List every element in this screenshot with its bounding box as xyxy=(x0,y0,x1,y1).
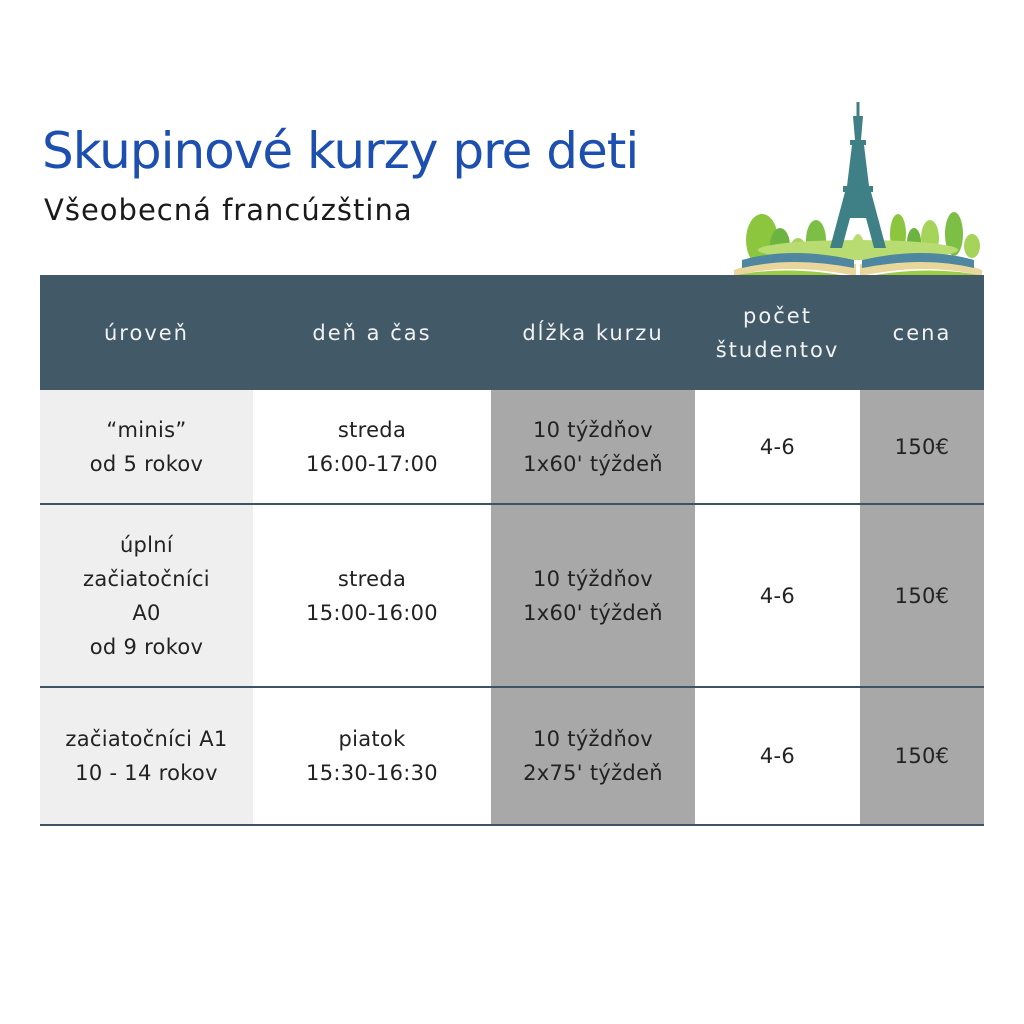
cell-level: “minis” od 5 rokov xyxy=(40,390,253,503)
cell-students: 4-6 xyxy=(695,390,860,503)
cell-price: 150€ xyxy=(860,688,984,824)
cell-level: začiatočníci A1 10 - 14 rokov xyxy=(40,688,253,824)
cell-day-time: streda 16:00-17:00 xyxy=(253,390,491,503)
course-table xyxy=(40,275,984,826)
page-title: Skupinové kurzy pre deti xyxy=(42,122,639,180)
cell-day-time: streda 15:00-16:00 xyxy=(253,505,491,686)
table-header-row xyxy=(40,275,984,390)
header-day-time: deň a čas xyxy=(312,320,432,345)
cell-price: 150€ xyxy=(860,505,984,686)
cell-duration: 10 týždňov 2x75' týždeň xyxy=(491,688,695,824)
table-row xyxy=(40,390,984,505)
cell-students: 4-6 xyxy=(695,505,860,686)
cell-duration: 10 týždňov 1x60' týždeň xyxy=(491,390,695,503)
table-row xyxy=(40,688,984,826)
header-duration: dĺžka kurzu xyxy=(522,320,664,345)
table-row xyxy=(40,505,984,688)
cell-duration: 10 týždňov 1x60' týždeň xyxy=(491,505,695,686)
header-price: cena xyxy=(892,320,952,345)
page-subtitle: Všeobecná francúzština xyxy=(44,193,413,227)
cell-day-time: piatok 15:30-16:30 xyxy=(253,688,491,824)
header-students: počet študentov xyxy=(715,303,840,362)
header-level: úroveň xyxy=(104,320,189,345)
cell-level: úplní začiatočníci A0 od 9 rokov xyxy=(40,505,253,686)
cell-students: 4-6 xyxy=(695,688,860,824)
eiffel-tower-book-icon xyxy=(728,100,988,280)
cell-price: 150€ xyxy=(860,390,984,503)
